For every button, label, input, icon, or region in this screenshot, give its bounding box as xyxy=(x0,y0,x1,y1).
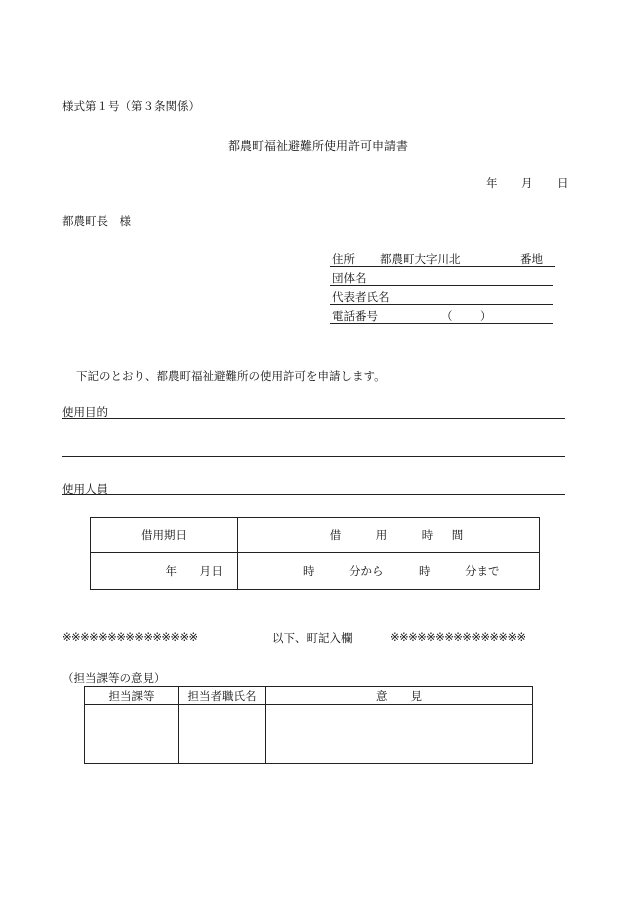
purpose-underline-1 xyxy=(62,418,565,419)
group-name-label: 団体名 xyxy=(332,271,367,285)
date-day: 日 xyxy=(557,176,569,190)
period-date-cell xyxy=(91,553,238,590)
time-header-char-2: 用 xyxy=(375,528,388,542)
representative-underline xyxy=(330,304,553,305)
period-time-cell xyxy=(238,553,540,590)
address-label: 住所 xyxy=(332,252,355,266)
opinion-header-staff: 担当者職氏名 xyxy=(179,687,266,705)
opinion-header-department: 担当課等 xyxy=(85,687,179,705)
group-name-underline xyxy=(330,285,553,286)
addressee: 都農町長 様 xyxy=(62,214,131,228)
phone-underline xyxy=(330,323,553,324)
body-text: 下記のとおり、都農町福祉避難所の使用許可を申請します。 xyxy=(76,369,386,383)
time-min-1: 分から xyxy=(349,564,384,578)
period-month: 月 xyxy=(199,564,211,578)
period-day: 日 xyxy=(211,564,223,578)
divider-left: ※※※※※※※※※※※※※※※ xyxy=(62,630,198,644)
form-number: 様式第１号（第３条関係） xyxy=(62,99,200,113)
time-header-char-3: 時 xyxy=(421,528,434,542)
time-header-char-1: 借 xyxy=(329,528,342,542)
date-year: 年 xyxy=(486,176,498,190)
phone-paren-close: ） xyxy=(480,309,492,323)
period-time-header xyxy=(238,518,540,553)
purpose-label: 使用目的 xyxy=(62,405,108,419)
period-table xyxy=(90,517,540,590)
phone-label: 電話番号 xyxy=(332,309,378,323)
opinion-table xyxy=(84,686,533,764)
address-underline xyxy=(330,266,555,267)
time-min-2: 分まで xyxy=(465,564,500,578)
persons-underline xyxy=(62,494,565,495)
date-month: 月 xyxy=(521,176,533,190)
time-hour-2: 時 xyxy=(419,564,431,578)
address-suffix: 番地 xyxy=(520,252,543,266)
opinion-header-opinion: 意 見 xyxy=(266,687,533,705)
opinion-cell-opinion xyxy=(266,705,533,764)
divider-center: 以下、町記入欄 xyxy=(272,631,353,645)
time-header-char-4: 間 xyxy=(451,528,464,542)
time-hour-1: 時 xyxy=(303,564,315,578)
opinion-cell-staff xyxy=(179,705,266,764)
period-year: 年 xyxy=(165,564,177,578)
divider-right: ※※※※※※※※※※※※※※※ xyxy=(390,630,526,644)
representative-label: 代表者氏名 xyxy=(332,290,390,304)
period-date-header: 借用期日 xyxy=(91,518,238,553)
address-value: 都農町大字川北 xyxy=(380,252,461,266)
document-title: 都農町福祉避難所使用許可申請書 xyxy=(228,139,409,153)
purpose-underline-2 xyxy=(62,456,565,457)
opinion-caption: （担当課等の意見） xyxy=(62,671,166,685)
phone-paren-open: （ xyxy=(441,309,453,323)
opinion-cell-department xyxy=(85,705,179,764)
persons-label: 使用人員 xyxy=(62,482,108,496)
